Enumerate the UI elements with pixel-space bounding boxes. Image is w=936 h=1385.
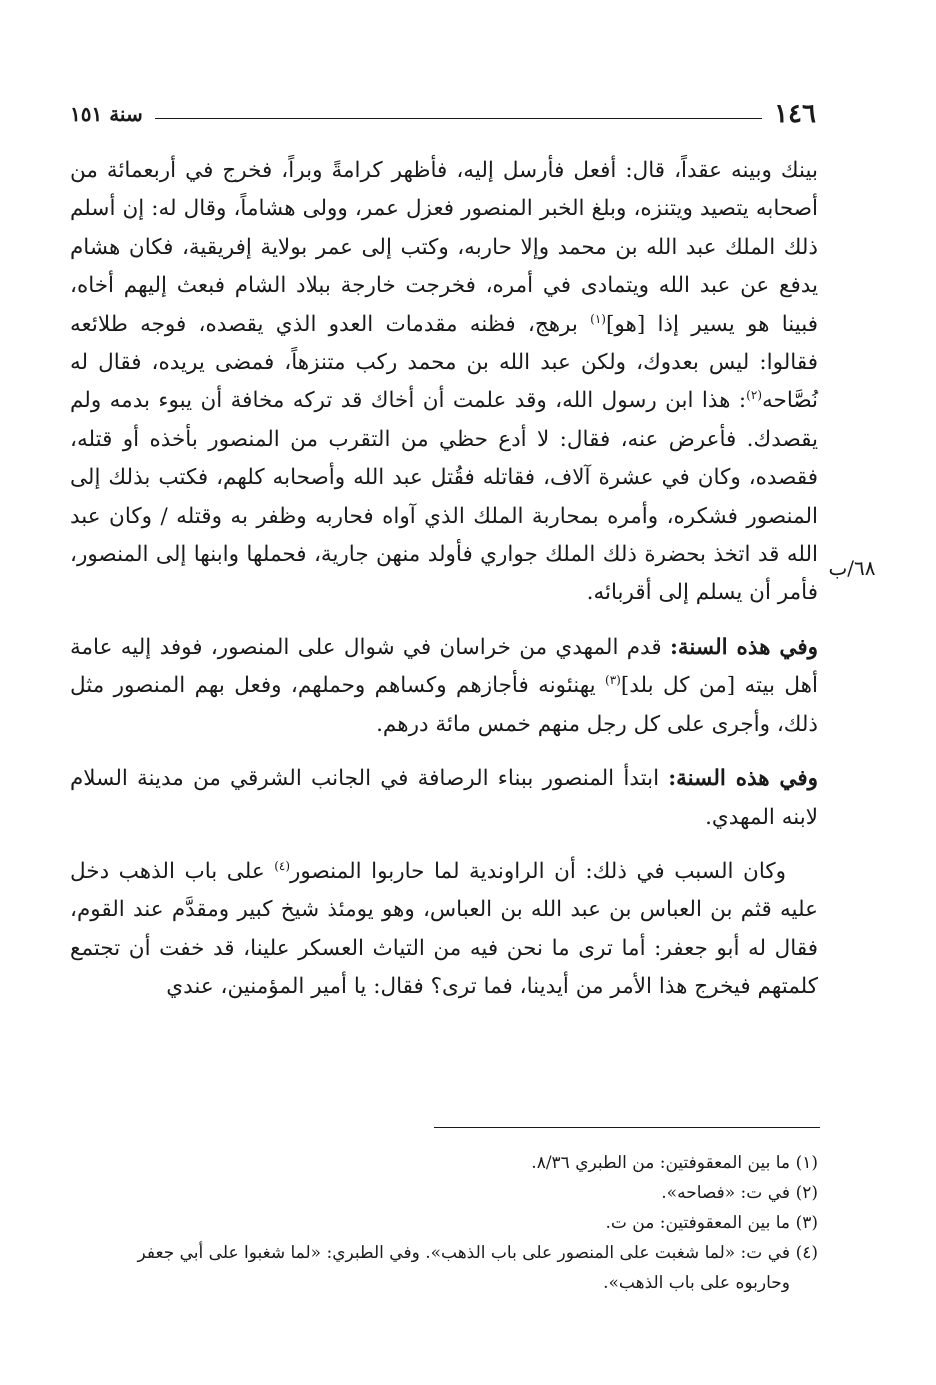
footnote-number: (٤) [795,1243,818,1263]
footnote [70,1178,818,1208]
footnote-ref: (٣) [605,673,621,688]
paragraph-text: يهنئونه فأجازهم وكساهم وحملهم، وفعل بهم المنصور مثل ذلك، وأجرى على كل رجل منهم خمس مائة درهم. [70,673,818,737]
page-header [70,96,816,132]
page-number: ١٤٦ [774,99,816,129]
paragraph [70,760,818,837]
paragraph [70,853,818,1007]
paragraph-text: قدم المهدي من خراسان في شوال على المنصور، فوفد إليه عامة أهل بيته [من كل بلد] [70,634,818,699]
paragraph-text: على باب الذهب دخل عليه قثم بن العباس بن عبد الله بن العباس، وهو يومئذ شيخ كبير ومقدَّم عند القوم، فقال له أبو جعفر: أما ترى ما نحن فيه من التياث العسكر علينا، قد خفت أن تجتمع كلمتهم فيخرج هذا الأمر من أيدينا، فما ترى؟ فقال: يا أمير المؤمنين، عندي [70,858,818,1000]
footnote-ref: (٢) [746,388,762,403]
paragraph-text: برهج، فظنه مقدمات العدو الذي يقصده، فوجه طلائعه فقالوا: ليس بعدوك، ولكن عبد الله بن محمد ركب متنزهاً، فمضى يريده، فقال له نُصَّاحه [70,311,818,414]
paragraph-text: : هذا ابن رسول الله، وقد علمت أن أخاك قد تركه مخافة أن يبوء بدمه ولم يقصدك. فأعرض عنه، فقال: لا أدع حظي من التقرب من المنصور بأخذه أو قتله، فقصده، وكان في عشرة آلاف، فقاتله فقُتل عبد الله وأصحابه كلهم، فكتب بذلك إلى المنصور فشكره، وأمره بمحاربة الملك الذي آواه فحاربه وظفر به وقتله / وكان عبد الله قد اتخذ بحضرة ذلك الملك جواري فأولد منهن جارية، فحملها وابنها إلى المنصور، فأمر أن يسلم إلى أقربائه. [70,388,818,606]
footnote [70,1238,818,1268]
paragraph-text: ابتدأ المنصور ببناء الرصافة في الجانب الشرقي من مدينة السلام لابنه المهدي. [70,766,818,830]
section-lead: وفي هذه السنة: [668,766,818,792]
footnote-ref: (١) [590,311,606,326]
paragraph-text: بينك وبينه عقداً، قال: أفعل فأرسل إليه، فأظهر كرامةً وبراً، فخرج في أربعمائة من أصحابه يتصيد ويتنزه، وبلغ الخبر المنصور فعزل عمر، وولى هشاماً، وقال له: إن أسلم ذلك الملك عبد الله بن محمد وإلا حاربه، وكتب إلى عمر بولاية إفريقية، فكان هشام يدفع عن عبد الله ويتمادى في أمره، فخرجت خارجة ببلاد الشام فبعث إليهم أخاه، فبينا هو يسير إذا [هو] [70,158,818,337]
year-label: سنة ١٥١ [70,102,143,126]
footnote-ref: (٤) [274,858,291,873]
section-lead: وفي هذه السنة: [669,634,818,660]
footnote-text: في ت: «لما شغبت على المنصور على باب الذهب». وفي الطبري: «لما شغبوا على أبي جعفر [137,1243,790,1263]
paragraph-text: وكان السبب في ذلك: أن الراوندية لما حاربوا المنصور [290,858,786,884]
footnote-continuation: وحاربوه على باب الذهب». [603,1273,790,1293]
footnotes [70,1148,818,1298]
footnote [70,1148,818,1178]
main-text [70,152,818,1007]
paragraph [70,152,818,613]
footnote-text: ما بين المعقوفتين: من ت. [605,1213,790,1233]
footnote-text: ما بين المعقوفتين: من الطبري ٨/٣٦. [531,1153,790,1173]
paragraph [70,629,818,744]
footnote [70,1208,818,1238]
footnote-number: (٢) [795,1183,818,1203]
header-rule [155,118,762,119]
footnote-separator [434,1127,820,1128]
footnote-text: في ت: «فصاحه». [661,1183,790,1203]
manuscript-folio-note: ٦٨/ب [828,556,876,580]
footnote-number: (١) [795,1153,818,1173]
footnote-number: (٣) [795,1213,818,1233]
